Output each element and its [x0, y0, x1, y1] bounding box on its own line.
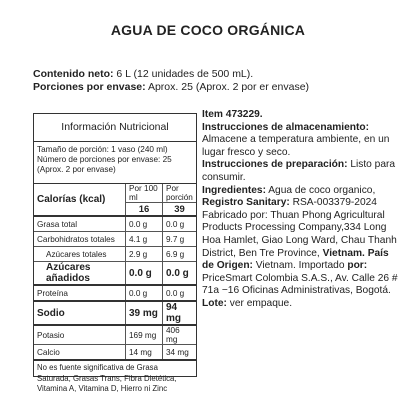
- prep-value: Listo para consumir.: [202, 159, 396, 183]
- ingredients-label: Ingredientes:: [202, 184, 266, 196]
- added-sugar-label: Azúcares añadidos: [34, 262, 126, 286]
- nutrient-portion: 0.0 g: [163, 216, 197, 232]
- registry-value: RSA-003379-2024 Fabricado por: Thuan Phong Agricultural Products Processing Company,334 Long Hoa Hamlet, Giao Long Ward, Chau Thanh District, Ben Tre Province,: [202, 197, 397, 259]
- added-sugar-100ml: 0.0 g: [126, 262, 163, 286]
- protein-row: [34, 285, 196, 301]
- nutrient-label: Azúcares totales: [34, 247, 126, 262]
- calories-portion: 39: [163, 203, 197, 217]
- summary-block: [33, 68, 309, 94]
- added-sugar-portion: 0.0 g: [163, 262, 197, 286]
- added-sugar-row: [34, 262, 196, 286]
- nutrient-100ml: 4.1 g: [126, 232, 163, 247]
- nutrient-portion: 9.7 g: [163, 232, 197, 247]
- sodium-100ml: 39 mg: [126, 301, 163, 325]
- country-value: Vietnam. Importado: [252, 260, 345, 272]
- serving-info: [34, 142, 196, 184]
- item-number: Item 473229.: [202, 109, 263, 120]
- calcium-portion: 34 mg: [163, 345, 197, 361]
- serving-size: Tamaño de porción: 1 vaso (240 ml): [37, 145, 168, 154]
- calories-100ml: 16: [126, 203, 163, 217]
- col-header-portion: Por porción: [163, 184, 197, 203]
- nutrient-label: Carbohidratos totales: [34, 232, 126, 247]
- portions-value: Aprox. 25 (Aprox. 2 por er envase): [145, 81, 310, 93]
- portions: [33, 81, 309, 94]
- nutrition-footnote: No es fuente significativa de Grasa Saturada, Grasas Trans, Fibra Dietética, Vitamina A, Vitamina D, Hierro ni Zinc: [37, 363, 177, 393]
- protein-100ml: 0.0 g: [126, 285, 163, 301]
- calcium-row: [34, 345, 196, 361]
- prep-label: Instrucciones de preparación:: [202, 159, 348, 171]
- nutrient-100ml: 2.9 g: [126, 247, 163, 262]
- potassium-row: [34, 325, 196, 345]
- table-row: [34, 247, 196, 262]
- calcium-100ml: 14 mg: [126, 345, 163, 361]
- col-header-100ml: Por 100 ml: [126, 184, 163, 203]
- nutrient-100ml: 0.0 g: [126, 216, 163, 232]
- nutrition-header: Información Nutricional: [34, 114, 196, 142]
- table-row: [34, 216, 196, 232]
- registry-label: Registro Sanitary:: [202, 197, 290, 209]
- protein-portion: 0.0 g: [163, 285, 197, 301]
- ingredients-value: Agua de coco organico,: [265, 184, 376, 196]
- net-content: [33, 68, 309, 81]
- lot-value: ver empaque.: [226, 297, 293, 309]
- nutrient-portion: 6.9 g: [163, 247, 197, 262]
- lot-label: Lote:: [202, 297, 227, 309]
- country-label: Vietnam. País de Origen:: [202, 247, 389, 272]
- importer-label: por:: [347, 260, 368, 272]
- potassium-label: Potasio: [34, 325, 126, 345]
- calcium-label: Calcio: [34, 345, 126, 361]
- potassium-100ml: 169 mg: [126, 325, 163, 345]
- sodium-row: [34, 301, 196, 325]
- table-row: [34, 232, 196, 247]
- portions-label: Porciones por envase:: [33, 81, 146, 93]
- nutrient-rows: [34, 184, 196, 361]
- product-details: [202, 109, 398, 311]
- potassium-portion: 406 mg: [163, 325, 197, 345]
- storage-label: Instrucciones de almacenamiento:: [202, 121, 370, 133]
- storage-value: Almacene a temperatura ambiente, en un lugar fresco y seco.: [202, 134, 390, 158]
- net-content-label: Contenido neto:: [33, 68, 114, 80]
- sodium-portion: 94 mg: [163, 301, 197, 325]
- product-title: AGUA DE COCO ORGÁNICA: [110, 22, 306, 38]
- protein-label: Proteína: [34, 285, 126, 301]
- servings-per-container: Número de porciones por envase: 25 (Aprox. 2 por envase): [37, 155, 172, 174]
- calories-header-row: [34, 184, 196, 203]
- nutrient-label: Grasa total: [34, 216, 126, 232]
- calories-label: Calorías (kcal): [34, 184, 126, 216]
- nutrition-facts-table: [33, 113, 197, 393]
- net-content-value: 6 L (12 unidades de 500 mL).: [113, 68, 254, 80]
- sodium-label: Sodio: [34, 301, 126, 325]
- importer-value: PriceSmart Colombia S.A.S., Av. Calle 26 # 71a −16 Oficinas Administrativas, Bogotá.: [202, 272, 398, 297]
